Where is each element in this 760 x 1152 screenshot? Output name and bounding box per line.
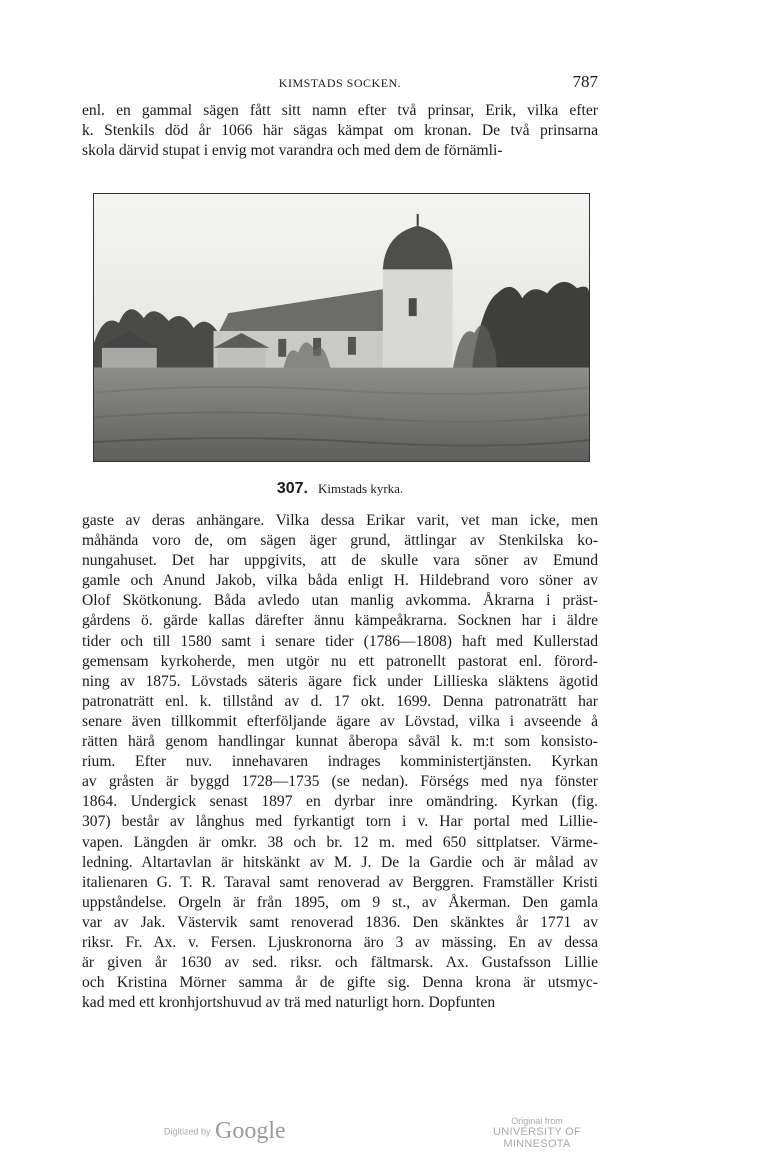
figure-caption-text: Kimstads kyrka. [317, 481, 404, 496]
text-line: k. Stenkils död år 1066 här sägas kämpat om kronan. De två prinsarna [82, 122, 598, 140]
original-from-notice [462, 1116, 612, 1150]
figure-caption [82, 480, 598, 498]
text-line: riksr. Fr. Ax. v. Fersen. Ljuskronorna äro 3 av mässing. En av dessa [82, 933, 598, 951]
google-logo-text: Google [214, 1118, 286, 1144]
church-photograph [93, 193, 590, 462]
text-line: enl. en gammal sägen fått sitt namn efter två prinsar, Erik, vilka efter [82, 102, 598, 119]
text-line: rium. Efter nuv. innehavaren indrages komministertjänsten. Kyrkan [82, 753, 598, 771]
text-line: tider och till 1580 samt i senare tider (1786—1808) haft med Kullerstad [82, 632, 598, 650]
text-line: 1864. Undergick senast 1897 en dyrbar inre omändring. Kyrkan (fig. [82, 793, 598, 811]
text-line: gemensam kyrkoherde, men utgör nu ett patronellt pastorat enl. förord- [82, 652, 598, 670]
text-line: Olof Skötkonung. Båda avledo utan manlig avkomma. Åkrarna i präst- [82, 592, 598, 610]
running-title: KIMSTADS SOCKEN. [278, 76, 402, 90]
digitized-by-google [164, 1118, 286, 1145]
church-illustration [94, 194, 589, 461]
text-line: var av Jak. Västervik samt renoverad 1836. Den skänktes år 1771 av [82, 913, 598, 931]
text-line: gamle och Anund Jakob, vilka båda enligt H. Hildebrand voro söner av [82, 572, 598, 590]
digitized-by-label: Digitized by [164, 1126, 211, 1137]
paragraph-top [82, 101, 598, 161]
institution-name: UNIVERSITY OF MINNESOTA [492, 1126, 582, 1150]
text-line: italienaren G. T. R. Taraval samt renoverad av Berggren. Framställer Kristi [82, 873, 598, 891]
text-line: skola därvid stupat i envig mot varandra och med dem de förnämli- [82, 142, 503, 160]
figure-number: 307. [276, 480, 308, 497]
text-line: kad med ett kronhjortshuvud av trä med naturligt horn. Dopfunten [82, 994, 496, 1012]
original-from-label: Original from [511, 1116, 563, 1126]
text-line: och Kristina Mörner samma år de gifte sig. Denna krona är utsmyc- [82, 974, 598, 992]
text-line: gaste av deras anhängare. Vilka dessa Erikar varit, vet man icke, men [82, 512, 598, 529]
page-number: 787 [572, 72, 598, 91]
text-line: senare även tillkommit efterföljande ägare av Lövstad, vilka i avseende å [82, 712, 598, 730]
text-line: rätten härå genom handlingar kunnat åberopa såväl k. m:t som konsisto- [82, 733, 598, 751]
paragraph-main [82, 511, 598, 1013]
text-line: vapen. Längden är omkr. 38 och br. 12 m. med 650 sittplatser. Värme- [82, 833, 598, 851]
text-line: uppståndelse. Orgeln är från 1895, om 9 st., av Åkerman. Den gamla [82, 893, 598, 911]
text-line: är given år 1630 av sed. riksr. och fältmarsk. Ax. Gustafsson Lillie [82, 954, 598, 972]
text-line: nungahuset. Det har uppgivits, att de skulle vara söner av Emund [82, 552, 598, 570]
text-line: av gråsten är byggd 1728—1735 (se nedan). Förségs med nya fönster [82, 773, 598, 791]
text-line: ledning. Altartavlan är hitskänkt av M. J. De la Gardie och är målad av [82, 853, 598, 871]
text-line: 307) består av långhus med fyrkantigt torn i v. Har portal med Lillie- [82, 813, 598, 831]
running-header [82, 72, 598, 94]
text-line: gårdens ö. gärde kallas därefter ännu kämpeåkrarna. Socknen har i äldre [82, 612, 598, 630]
text-line: patronaträtt enl. k. tillstånd av d. 17 okt. 1699. Denna patronaträtt har [82, 692, 598, 710]
text-line: måhända voro de, om sägen äger grund, ättlingar av Stenkilska ko- [82, 532, 598, 550]
text-line: ning av 1875. Lövstads säteris ägare fick under Lillieska släktens ägotid [82, 672, 598, 690]
